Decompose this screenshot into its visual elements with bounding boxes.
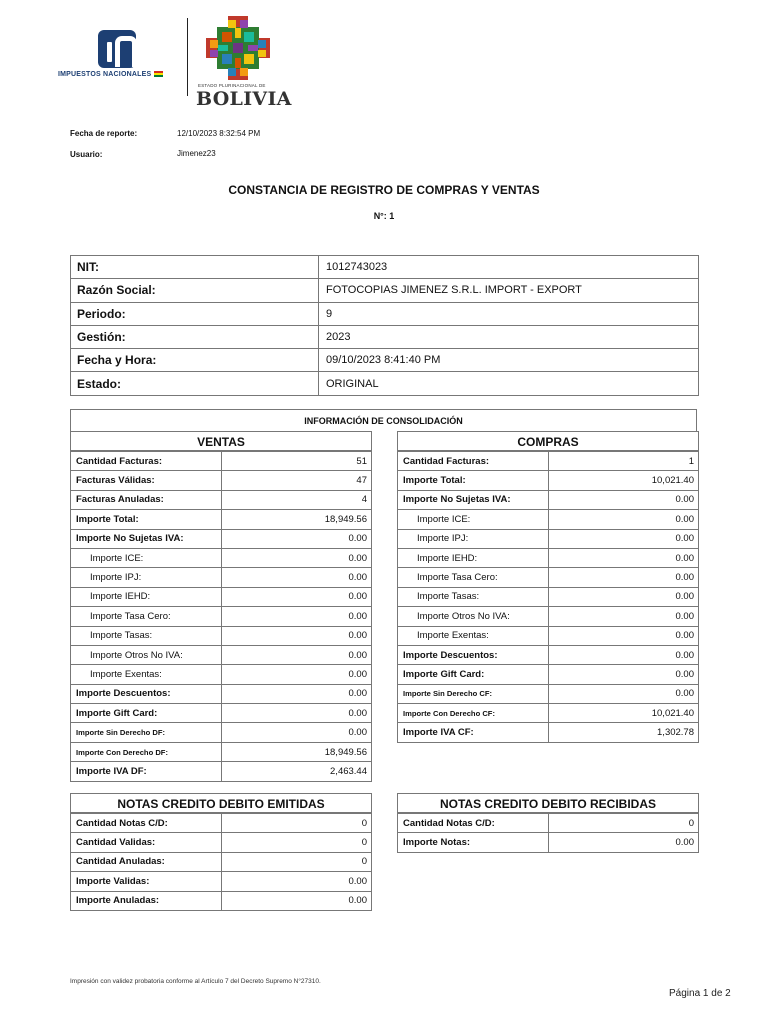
ventas-table bbox=[70, 451, 372, 782]
row-label: Importe IEHD: bbox=[398, 548, 549, 567]
row-label: Importe Otros No IVA: bbox=[71, 645, 222, 664]
table-row bbox=[71, 872, 372, 891]
row-label: Importe IPJ: bbox=[398, 529, 549, 548]
row-label: Importe Anuladas: bbox=[71, 891, 222, 910]
row-value: 10,021.40 bbox=[549, 471, 699, 490]
table-row bbox=[398, 684, 699, 703]
table-row bbox=[71, 510, 372, 529]
table-row bbox=[398, 568, 699, 587]
estado-label: Estado: bbox=[71, 372, 319, 395]
chakana-icon bbox=[206, 16, 270, 80]
table-row bbox=[71, 704, 372, 723]
row-value: 0 bbox=[222, 833, 372, 852]
impuestos-name: IMPUESTOS NACIONALES bbox=[58, 71, 152, 78]
table-row bbox=[398, 510, 699, 529]
table-row bbox=[71, 587, 372, 606]
row-value: 0 bbox=[549, 814, 699, 833]
info-row bbox=[71, 325, 699, 348]
row-label: Importe Tasa Cero: bbox=[71, 607, 222, 626]
table-row bbox=[71, 452, 372, 471]
row-label: Importe Tasas: bbox=[71, 626, 222, 645]
row-label: Cantidad Anuladas: bbox=[71, 852, 222, 871]
table-row bbox=[71, 645, 372, 664]
usuario-value: Jimenez23 bbox=[177, 149, 216, 158]
row-label: Cantidad Facturas: bbox=[398, 452, 549, 471]
row-label: Importe IEHD: bbox=[71, 587, 222, 606]
notas-recibidas-section bbox=[397, 793, 699, 853]
table-row bbox=[71, 891, 372, 910]
table-row bbox=[398, 529, 699, 548]
row-value: 47 bbox=[222, 471, 372, 490]
table-row bbox=[71, 471, 372, 490]
row-label: Importe Validas: bbox=[71, 872, 222, 891]
table-row bbox=[71, 548, 372, 567]
table-row bbox=[398, 814, 699, 833]
row-value: 0 bbox=[222, 814, 372, 833]
table-row bbox=[71, 607, 372, 626]
row-value: 0.00 bbox=[222, 665, 372, 684]
row-label: Importe IVA DF: bbox=[71, 762, 222, 781]
table-row bbox=[398, 704, 699, 723]
fecha-reporte-label: Fecha de reporte: bbox=[70, 129, 138, 138]
row-value: 0.00 bbox=[222, 891, 372, 910]
table-row bbox=[71, 742, 372, 761]
row-value: 0.00 bbox=[549, 490, 699, 509]
row-value: 0.00 bbox=[222, 684, 372, 703]
table-row bbox=[71, 762, 372, 781]
row-value: 0.00 bbox=[549, 665, 699, 684]
impuestos-logo-text bbox=[58, 71, 163, 78]
row-label: Importe Exentas: bbox=[398, 626, 549, 645]
table-row bbox=[398, 607, 699, 626]
row-label: Cantidad Facturas: bbox=[71, 452, 222, 471]
table-row bbox=[398, 833, 699, 852]
row-label: Importe Con Derecho CF: bbox=[398, 704, 549, 723]
nit-value: 1012743023 bbox=[319, 256, 699, 279]
usuario-label: Usuario: bbox=[70, 150, 103, 159]
row-label: Cantidad Validas: bbox=[71, 833, 222, 852]
row-label: Importe No Sujetas IVA: bbox=[398, 490, 549, 509]
row-value: 51 bbox=[222, 452, 372, 471]
table-row bbox=[71, 723, 372, 742]
row-label: Facturas Válidas: bbox=[71, 471, 222, 490]
estado-plurinacional-text: ESTADO PLURINACIONAL DE bbox=[198, 83, 266, 88]
row-label: Importe Tasa Cero: bbox=[398, 568, 549, 587]
row-label: Importe Sin Derecho DF: bbox=[71, 723, 222, 742]
row-value: 0.00 bbox=[222, 607, 372, 626]
impuestos-logo-icon bbox=[98, 30, 136, 68]
table-row bbox=[71, 833, 372, 852]
compras-title: COMPRAS bbox=[397, 431, 699, 451]
row-value: 0.00 bbox=[549, 645, 699, 664]
ventas-title: VENTAS bbox=[70, 431, 372, 451]
row-value: 0.00 bbox=[222, 704, 372, 723]
bolivia-text: BOLIVIA bbox=[196, 88, 292, 110]
estado-value: ORIGINAL bbox=[319, 372, 699, 395]
info-row bbox=[71, 302, 699, 325]
table-row bbox=[71, 814, 372, 833]
row-value: 0.00 bbox=[222, 529, 372, 548]
row-value: 0 bbox=[222, 852, 372, 871]
row-value: 1 bbox=[549, 452, 699, 471]
row-label: Importe Gift Card: bbox=[398, 665, 549, 684]
row-value: 10,021.40 bbox=[549, 704, 699, 723]
row-label: Importe Exentas: bbox=[71, 665, 222, 684]
table-row bbox=[398, 548, 699, 567]
notas-emitidas-table bbox=[70, 813, 372, 911]
row-label: Importe Total: bbox=[398, 471, 549, 490]
info-row bbox=[71, 349, 699, 372]
row-value: 0.00 bbox=[549, 529, 699, 548]
table-row bbox=[398, 490, 699, 509]
razon-social-value: FOTOCOPIAS JIMENEZ S.R.L. IMPORT - EXPORT bbox=[319, 279, 699, 302]
row-label: Importe ICE: bbox=[398, 510, 549, 529]
info-row bbox=[71, 279, 699, 302]
table-row bbox=[71, 852, 372, 871]
consolidacion-title: INFORMACIÓN DE CONSOLIDACIÓN bbox=[70, 409, 697, 431]
row-value: 0.00 bbox=[549, 510, 699, 529]
row-label: Importe Total: bbox=[71, 510, 222, 529]
row-value: 18,949.56 bbox=[222, 510, 372, 529]
row-label: Importe Otros No IVA: bbox=[398, 607, 549, 626]
row-label: Cantidad Notas C/D: bbox=[398, 814, 549, 833]
row-value: 18,949.56 bbox=[222, 742, 372, 761]
row-label: Importe ICE: bbox=[71, 548, 222, 567]
nit-label: NIT: bbox=[71, 256, 319, 279]
table-row bbox=[71, 626, 372, 645]
row-label: Importe No Sujetas IVA: bbox=[71, 529, 222, 548]
notas-recibidas-table bbox=[397, 813, 699, 853]
periodo-label: Periodo: bbox=[71, 302, 319, 325]
table-row bbox=[71, 568, 372, 587]
notas-recibidas-title: NOTAS CREDITO DEBITO RECIBIDAS bbox=[397, 793, 699, 813]
notas-emitidas-section bbox=[70, 793, 372, 911]
impuestos-nacionales-logo bbox=[58, 30, 178, 82]
table-row bbox=[398, 587, 699, 606]
table-row bbox=[71, 665, 372, 684]
row-value: 0.00 bbox=[222, 723, 372, 742]
bolivia-flag-icon bbox=[154, 71, 163, 77]
row-value: 0.00 bbox=[222, 548, 372, 567]
row-value: 0.00 bbox=[549, 833, 699, 852]
notas-emitidas-title: NOTAS CREDITO DEBITO EMITIDAS bbox=[70, 793, 372, 813]
row-label: Importe Sin Derecho CF: bbox=[398, 684, 549, 703]
table-row bbox=[398, 645, 699, 664]
row-value: 0.00 bbox=[549, 548, 699, 567]
razon-social-label: Razón Social: bbox=[71, 279, 319, 302]
fecha-hora-label: Fecha y Hora: bbox=[71, 349, 319, 372]
info-row bbox=[71, 372, 699, 395]
gestion-label: Gestión: bbox=[71, 325, 319, 348]
footer-legal-note: Impresión con validez probatoria conforme al Artículo 7 del Decreto Supremo N°27310. bbox=[70, 978, 321, 985]
page-number: Página 1 de 2 bbox=[669, 988, 731, 999]
row-value: 0.00 bbox=[549, 607, 699, 626]
row-value: 0.00 bbox=[222, 872, 372, 891]
row-label: Importe Gift Card: bbox=[71, 704, 222, 723]
ventas-section bbox=[70, 431, 372, 782]
row-value: 0.00 bbox=[549, 587, 699, 606]
row-label: Importe IPJ: bbox=[71, 568, 222, 587]
table-row bbox=[71, 684, 372, 703]
info-row bbox=[71, 256, 699, 279]
row-label: Importe IVA CF: bbox=[398, 723, 549, 742]
row-value: 0.00 bbox=[222, 587, 372, 606]
table-row bbox=[398, 626, 699, 645]
table-row bbox=[398, 723, 699, 742]
info-table bbox=[70, 255, 699, 396]
table-row bbox=[71, 529, 372, 548]
row-value: 0.00 bbox=[222, 568, 372, 587]
row-value: 1,302.78 bbox=[549, 723, 699, 742]
row-value: 4 bbox=[222, 490, 372, 509]
compras-table bbox=[397, 451, 699, 743]
row-label: Importe Con Derecho DF: bbox=[71, 742, 222, 761]
fecha-reporte-value: 12/10/2023 8:32:54 PM bbox=[177, 129, 261, 138]
row-value: 0.00 bbox=[222, 626, 372, 645]
compras-section bbox=[397, 431, 699, 743]
document-title: CONSTANCIA DE REGISTRO DE COMPRAS Y VENTAS bbox=[228, 183, 540, 197]
row-value: 0.00 bbox=[549, 684, 699, 703]
bolivia-logo bbox=[196, 16, 292, 110]
row-value: 0.00 bbox=[549, 568, 699, 587]
row-label: Importe Descuentos: bbox=[398, 645, 549, 664]
row-label: Facturas Anuladas: bbox=[71, 490, 222, 509]
row-label: Importe Tasas: bbox=[398, 587, 549, 606]
fecha-hora-value: 09/10/2023 8:41:40 PM bbox=[319, 349, 699, 372]
row-value: 0.00 bbox=[222, 645, 372, 664]
periodo-value: 9 bbox=[319, 302, 699, 325]
table-row bbox=[398, 452, 699, 471]
gestion-value: 2023 bbox=[319, 325, 699, 348]
table-row bbox=[398, 471, 699, 490]
row-label: Importe Notas: bbox=[398, 833, 549, 852]
row-label: Importe Descuentos: bbox=[71, 684, 222, 703]
row-value: 2,463.44 bbox=[222, 762, 372, 781]
table-row bbox=[398, 665, 699, 684]
row-label: Cantidad Notas C/D: bbox=[71, 814, 222, 833]
document-number: N°: 1 bbox=[373, 211, 395, 221]
row-value: 0.00 bbox=[549, 626, 699, 645]
header-divider bbox=[187, 18, 188, 96]
table-row bbox=[71, 490, 372, 509]
